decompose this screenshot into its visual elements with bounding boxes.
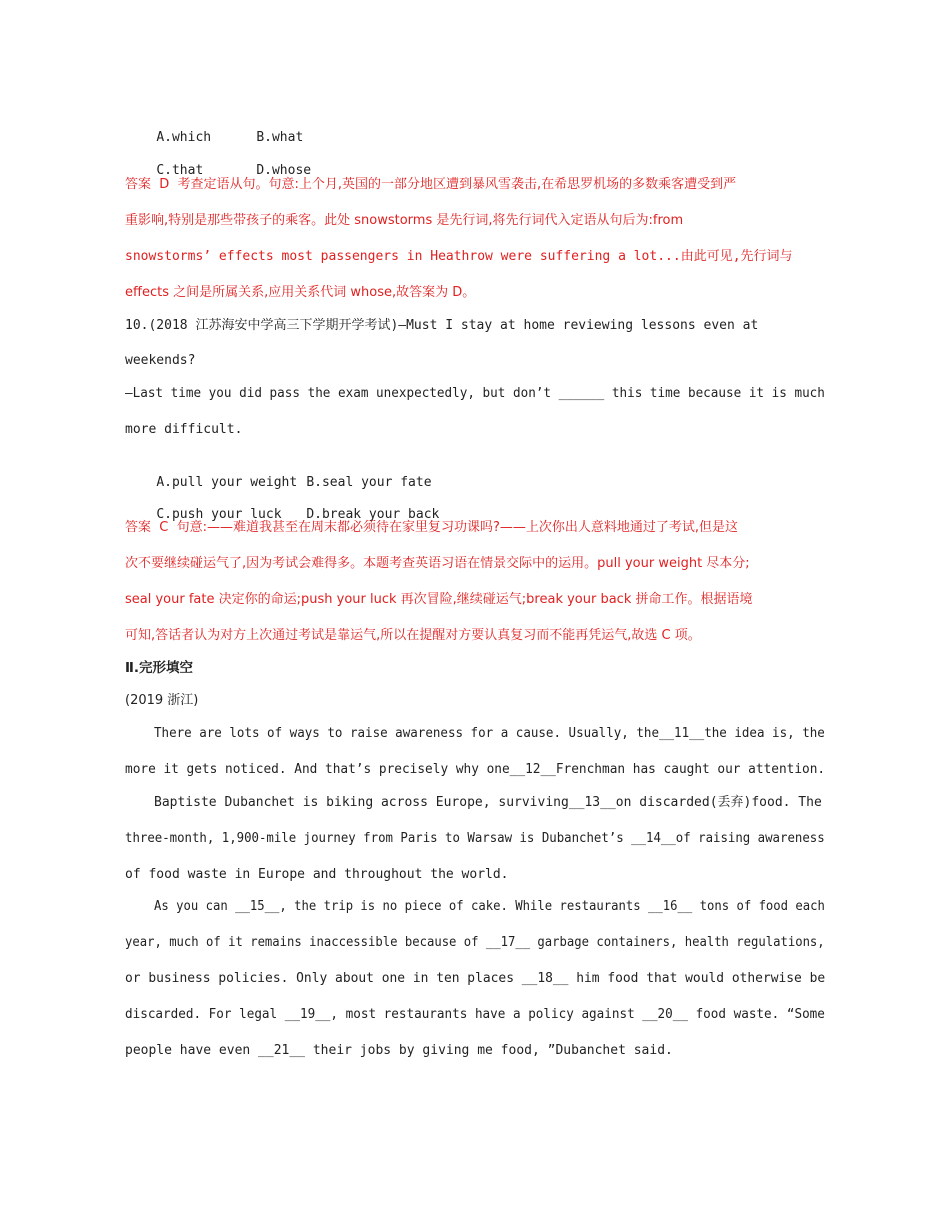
passage-line: As you can __15__, the trip is no piece of cake. While restaurants __16__ tons of food each — [154, 899, 825, 914]
q9-answer-line-4: effects 之间是所属关系,应用关系代词 whose,故答案为 D。 — [125, 285, 476, 300]
q10-stem-line-4: more difficult. — [125, 422, 243, 437]
passage-line: people have even __21__ their jobs by giving me food, ”Dubanchet said. — [125, 1043, 673, 1058]
option-a: A.pull your weight — [156, 475, 298, 490]
q9-answer-line-3: snowstorms’ effects most passengers in Heathrow were suffering a lot...由此可见,先行词与 — [125, 249, 793, 264]
option-b: B.seal your fate — [306, 475, 432, 490]
passage-line: or business policies. Only about one in ten places __18__ him food that would otherwise be — [125, 971, 826, 986]
section-heading: Ⅱ.完形填空 — [125, 660, 194, 676]
option-c: C.push your luck — [156, 507, 282, 522]
option-c: C.that — [156, 163, 204, 178]
option-d: D.break your back — [306, 507, 440, 522]
q9-answer-line-1: 答案 D 考查定语从句。句意:上个月,英国的一部分地区遭到暴风雪袭击,在希思罗机场的多数乘客遭受到严 — [125, 177, 737, 192]
q10-answer-line-2: 次不要继续碰运气了,因为考试会难得多。本题考查英语习语在情景交际中的运用。pull your weight 尽本分; — [125, 556, 750, 571]
option-d: D.whose — [256, 163, 312, 178]
passage-line: more it gets noticed. And that’s precisely why one__12__Frenchman has caught our attention. — [125, 762, 826, 777]
passage-line: year, much of it remains inaccessible because of __17__ garbage containers, health regulations, — [125, 935, 825, 950]
q10-answer-line-4: 可知,答话者认为对方上次通过考试是靠运气,所以在提醒对方要认真复习而不能再凭运气,故选 C 项。 — [125, 628, 701, 643]
option-b: B.what — [256, 130, 304, 145]
option-a: A.which — [156, 130, 212, 145]
passage-line: discarded. For legal __19__, most restaurants have a policy against __20__ food waste. “Some — [125, 1007, 825, 1022]
q9-answer-line-2: 重影响,特别是那些带孩子的乘客。此处 snowstorms 是先行词,将先行词代入定语从句后为:from — [125, 213, 684, 228]
passage-line: of food waste in Europe and throughout the world. — [125, 867, 509, 882]
q10-answer-line-1: 答案 C 句意:——难道我甚至在周末都必须待在家里复习功课吗?——上次你出人意料地通过了考试,但是这 — [125, 520, 739, 535]
q10-stem-line-3: —Last time you did pass the exam unexpectedly, but don’t ______ this time because it is much — [125, 386, 825, 401]
q10-stem-line-1: 10.(2018 江苏海安中学高三下学期开学考试)—Must I stay at home reviewing lessons even at — [125, 318, 759, 333]
q10-answer-line-3: seal your fate 决定你的命运;push your luck 再次冒险,继续碰运气;break your back 拼命工作。根据语境 — [125, 592, 753, 607]
q10-stem-line-2: weekends? — [125, 353, 196, 368]
passage-line: three-month, 1,900-mile journey from Paris to Warsaw is Dubanchet’s __14__of raising awareness — [125, 831, 825, 846]
passage-line: Baptiste Dubanchet is biking across Europe, surviving__13__on discarded(丢弃)food. The — [154, 795, 822, 810]
passage-line: There are lots of ways to raise awareness for a cause. Usually, the__11__the idea is, the — [154, 726, 825, 741]
section-source: (2019 浙江) — [125, 693, 199, 708]
